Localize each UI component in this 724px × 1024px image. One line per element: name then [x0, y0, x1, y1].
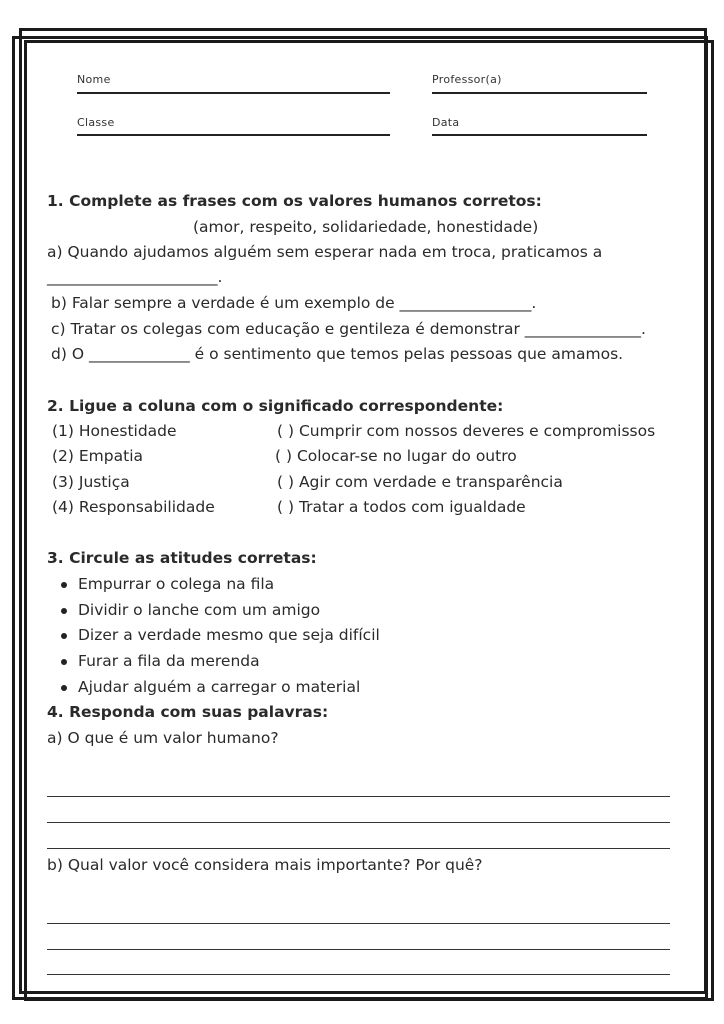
bullet-icon [61, 608, 67, 614]
q1-item-c[interactable]: c) Tratar os colegas com educação e gentileza é demonstrar _______________. [51, 320, 646, 338]
answer-line[interactable] [47, 974, 670, 975]
q4-title: 4. Responda com suas palavras: [47, 703, 329, 721]
q2-left-item: (2) Empatia [52, 447, 143, 465]
class-field[interactable] [77, 134, 390, 136]
answer-line[interactable] [47, 949, 670, 950]
q3-option[interactable]: Furar a fila da merenda [78, 652, 260, 670]
bullet-icon [61, 633, 67, 639]
bullet-icon [61, 685, 67, 691]
name-field[interactable] [77, 92, 390, 94]
q3-option[interactable]: Dividir o lanche com um amigo [78, 601, 321, 619]
q1-options: (amor, respeito, solidariedade, honestidade) [193, 218, 539, 236]
q4-item-a: a) O que é um valor humano? [47, 729, 279, 747]
q1-item-d[interactable]: d) O _____________ é o sentimento que temos pelas pessoas que amamos. [51, 345, 624, 363]
q3-option[interactable]: Dizer a verdade mesmo que seja difícil [78, 626, 380, 644]
q2-right-item[interactable]: ( ) Tratar a todos com igualdade [277, 498, 526, 516]
q1-item-b[interactable]: b) Falar sempre a verdade é um exemplo de _________________. [51, 294, 537, 312]
bullet-icon [61, 659, 67, 665]
q2-left-item: (3) Justiça [52, 473, 130, 491]
q2-right-item[interactable]: ( ) Agir com verdade e transparência [277, 473, 563, 491]
q2-left-item: (4) Responsabilidade [52, 498, 215, 516]
teacher-field[interactable] [432, 92, 647, 94]
name-label: Nome [77, 73, 111, 86]
date-label: Data [432, 116, 460, 129]
answer-line[interactable] [47, 822, 670, 823]
answer-line[interactable] [47, 796, 670, 797]
date-field[interactable] [432, 134, 647, 136]
q1-item-a: a) Quando ajudamos alguém sem esperar nada em troca, praticamos a [47, 243, 603, 261]
answer-line[interactable] [47, 923, 670, 924]
class-label: Classe [77, 116, 115, 129]
answer-line[interactable] [47, 848, 670, 849]
bullet-icon [61, 582, 67, 588]
q1-item-a-blank[interactable]: ______________________. [47, 268, 223, 286]
q3-option[interactable]: Empurrar o colega na fila [78, 575, 275, 593]
q3-option[interactable]: Ajudar alguém a carregar o material [78, 678, 361, 696]
q2-title: 2. Ligue a coluna com o significado correspondente: [47, 397, 504, 415]
q1-title: 1. Complete as frases com os valores humanos corretos: [47, 192, 542, 210]
q2-left-item: (1) Honestidade [52, 422, 177, 440]
q2-right-item[interactable]: ( ) Cumprir com nossos deveres e compromissos [277, 422, 656, 440]
q4-item-b: b) Qual valor você considera mais importante? Por quê? [47, 856, 483, 874]
q3-title: 3. Circule as atitudes corretas: [47, 549, 317, 567]
teacher-label: Professor(a) [432, 73, 502, 86]
q2-right-item[interactable]: ( ) Colocar-se no lugar do outro [275, 447, 517, 465]
